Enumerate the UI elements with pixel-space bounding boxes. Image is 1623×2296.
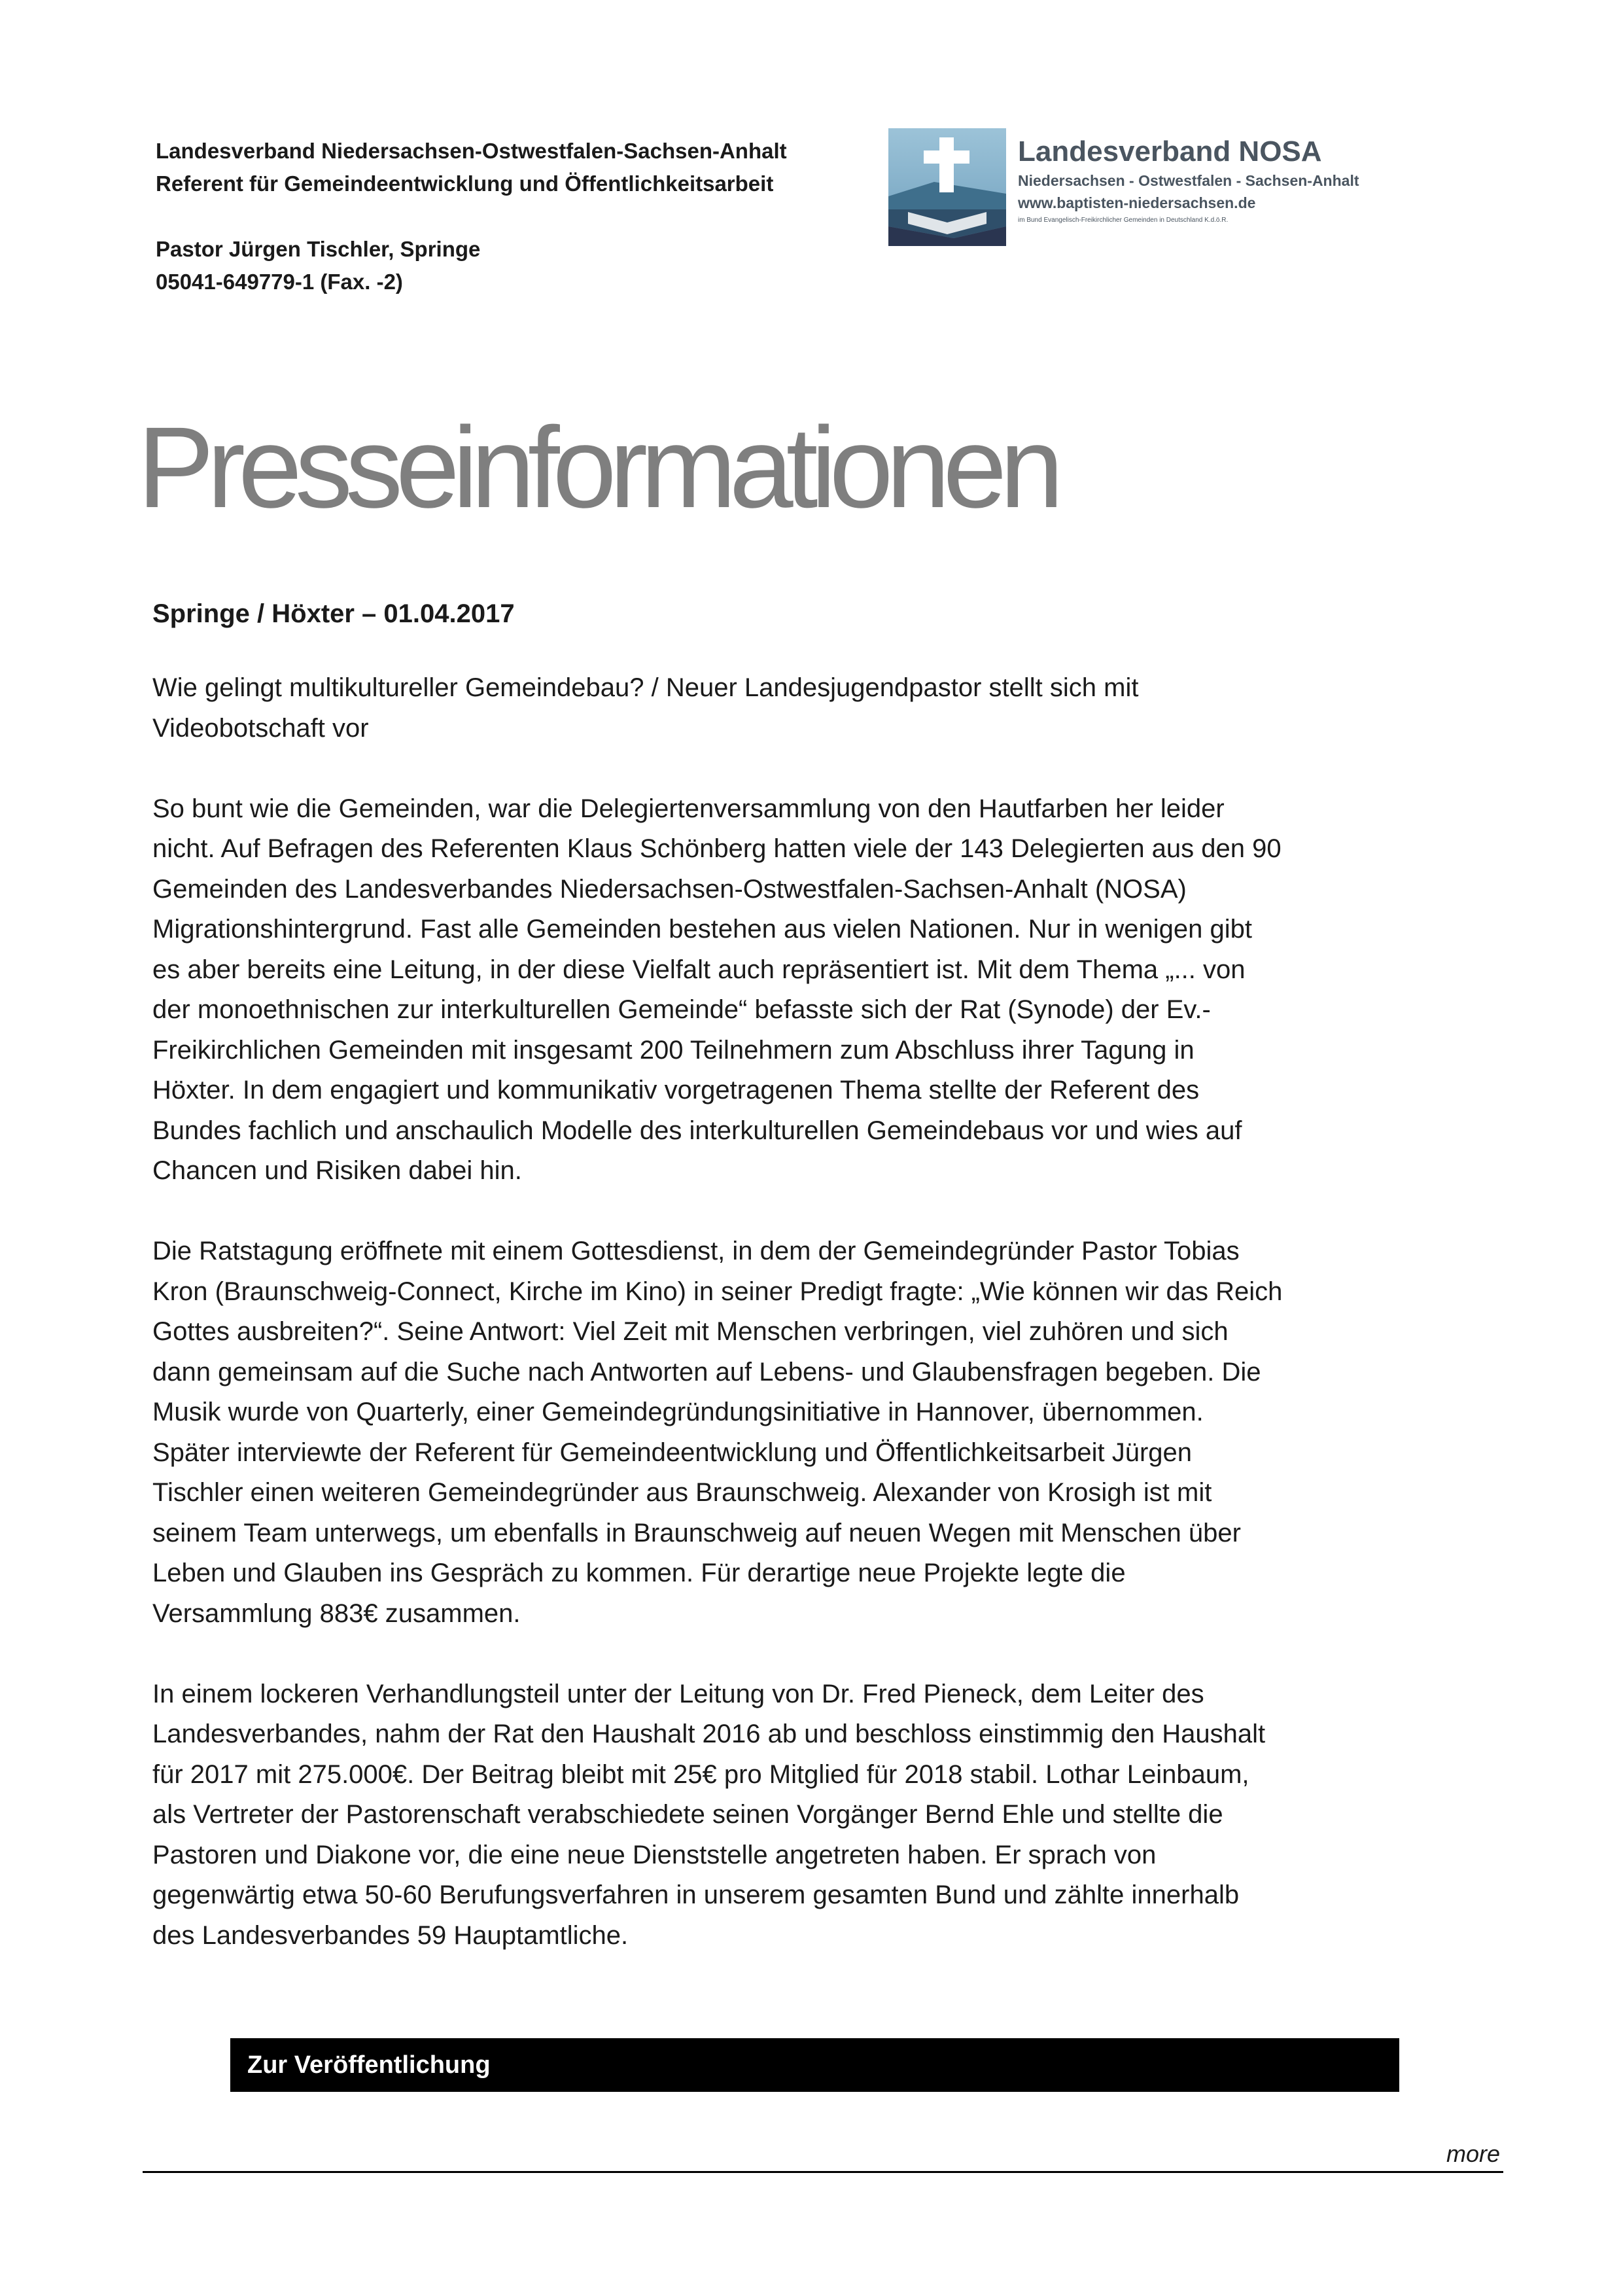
sender-organization: Landesverband Niedersachsen-Ostwestfalen-Sachsen-Anhalt [156,139,787,163]
publish-bar [230,2038,1399,2092]
page-title: Presseinformationen [137,404,1057,532]
text-line: Wie gelingt multikultureller Gemeindebau? / Neuer Landesjugendpastor stellt sich mit [152,673,1139,702]
text-line: als Vertreter der Pastorenschaft verabschiedete seinen Vorgänger Bernd Ehle und stellte die [152,1800,1223,1829]
text-line: der monoethnischen zur interkulturellen Gemeinde“ befasste sich der Rat (Synode) der Ev.- [152,995,1211,1024]
text-line: seinem Team unterwegs, um ebenfalls in Braunschweig auf neuen Wegen mit Menschen über [152,1518,1241,1547]
text-line: Gemeinden des Landesverbandes Niedersachsen-Ostwestfalen-Sachsen-Anhalt (NOSA) [152,874,1187,904]
more-label: more [1446,2140,1500,2167]
text-line: Leben und Glauben ins Gespräch zu kommen. Für derartige neue Projekte legte die [152,1559,1126,1587]
article-body [152,668,1395,1956]
text-line: Musik wurde von Quarterly, einer Gemeindegründungsinitiative in Hannover, übernommen. [152,1398,1204,1426]
text-line: Migrationshintergrund. Fast alle Gemeinden bestehen aus vielen Nationen. Nur in wenigen gibt [152,915,1252,944]
text-line: Später interviewte der Referent für Gemeindeentwicklung und Öffentlichkeitsarbeit Jürgen [152,1438,1193,1467]
paragraph-3 [152,1674,1395,1956]
text-line: nicht. Auf Befragen des Referenten Klaus Schönberg hatten viele der 143 Delegierten aus den 90 [152,834,1282,863]
sender-spacer [156,200,875,233]
text-line: für 2017 mit 275.000€. Der Beitrag bleibt mit 25€ pro Mitglied für 2018 stabil. Lothar Leinbaum, [152,1759,1249,1789]
text-line: Pastoren und Diakone vor, die eine neue Dienststelle angetreten haben. Er sprach von [152,1840,1157,1869]
footer-divider [143,2171,1503,2173]
logo-url: www.baptisten-niedersachsen.de [1018,194,1256,211]
logo-text-block [1018,128,1384,226]
contact-phone: 05041-649779-1 (Fax. -2) [156,270,403,294]
paragraph-1 [152,789,1395,1192]
text-line: Chancen und Risiken dabei hin. [152,1156,522,1185]
text-line: Freikirchlichen Gemeinden mit insgesamt 200 Teilnehmern zum Abschluss ihrer Tagung in [152,1035,1195,1065]
text-line: des Landesverbandes 59 Hauptamtliche. [152,1920,629,1950]
text-line: gegenwärtig etwa 50-60 Berufungsverfahren in unserem gesamten Bund und zählte innerhalb [152,1881,1240,1909]
text-line: Höxter. In dem engagiert und kommunikativ vorgetragenen Thema stellte der Referent des [152,1076,1200,1104]
paragraph-2 [152,1231,1395,1634]
paragraph-spacer [152,1634,1395,1674]
text-line: Bundes fachlich und anschaulich Modelle des interkulturellen Gemeindebaus vor und wies auf [152,1116,1242,1145]
sender-block [156,135,875,298]
organization-logo [888,128,1386,246]
logo-title: Landesverband NOSA [1018,135,1322,168]
text-line: Tischler einen weiteren Gemeindegründer aus Braunschweig. Alexander von Krosigh ist mit [152,1478,1212,1507]
publish-label: Zur Veröffentlichung [247,2051,491,2079]
dateline: Springe / Höxter – 01.04.2017 [152,599,515,628]
contact-name: Pastor Jürgen Tischler, Springe [156,237,481,261]
logo-small-line: im Bund Evangelisch-Freikirchlicher Gemeinden in Deutschland K.d.ö.R. [1018,217,1229,224]
text-line: Kron (Braunschweig-Connect, Kirche im Kino) in seiner Predigt fragte: „Wie können wir das Reich [152,1277,1283,1306]
logo-subtitle: Niedersachsen - Ostwestfalen - Sachsen-Anhalt [1018,172,1359,189]
sender-department: Referent für Gemeindeentwicklung und Öffentlichkeitsarbeit [156,171,774,196]
text-line: Gottes ausbreiten?“. Seine Antwort: Viel Zeit mit Menschen verbringen, viel zuhören und sich [152,1317,1229,1346]
text-line: dann gemeinsam auf die Suche nach Antworten auf Lebens- und Glaubensfragen begeben. Die [152,1357,1261,1386]
text-line: Versammlung 883€ zusammen. [152,1598,521,1628]
text-line: Videobotschaft vor [152,713,369,743]
headline-paragraph [152,668,1395,749]
text-line: In einem lockeren Verhandlungsteil unter der Leitung von Dr. Fred Pieneck, dem Leiter des [152,1679,1204,1708]
cross-logo-icon [888,128,1006,246]
paragraph-spacer [152,749,1395,789]
paragraph-spacer [152,1192,1395,1232]
text-line: es aber bereits eine Leitung, in der diese Vielfalt auch repräsentiert ist. Mit dem Thema „... von [152,955,1246,984]
text-line: Die Ratstagung eröffnete mit einem Gottesdienst, in dem der Gemeindegründer Pastor Tobias [152,1237,1240,1265]
text-line: Landesverbandes, nahm der Rat den Haushalt 2016 ab und beschloss einstimmig den Haushalt [152,1720,1266,1748]
text-line: So bunt wie die Gemeinden, war die Delegiertenversammlung von den Hautfarben her leider [152,794,1225,823]
